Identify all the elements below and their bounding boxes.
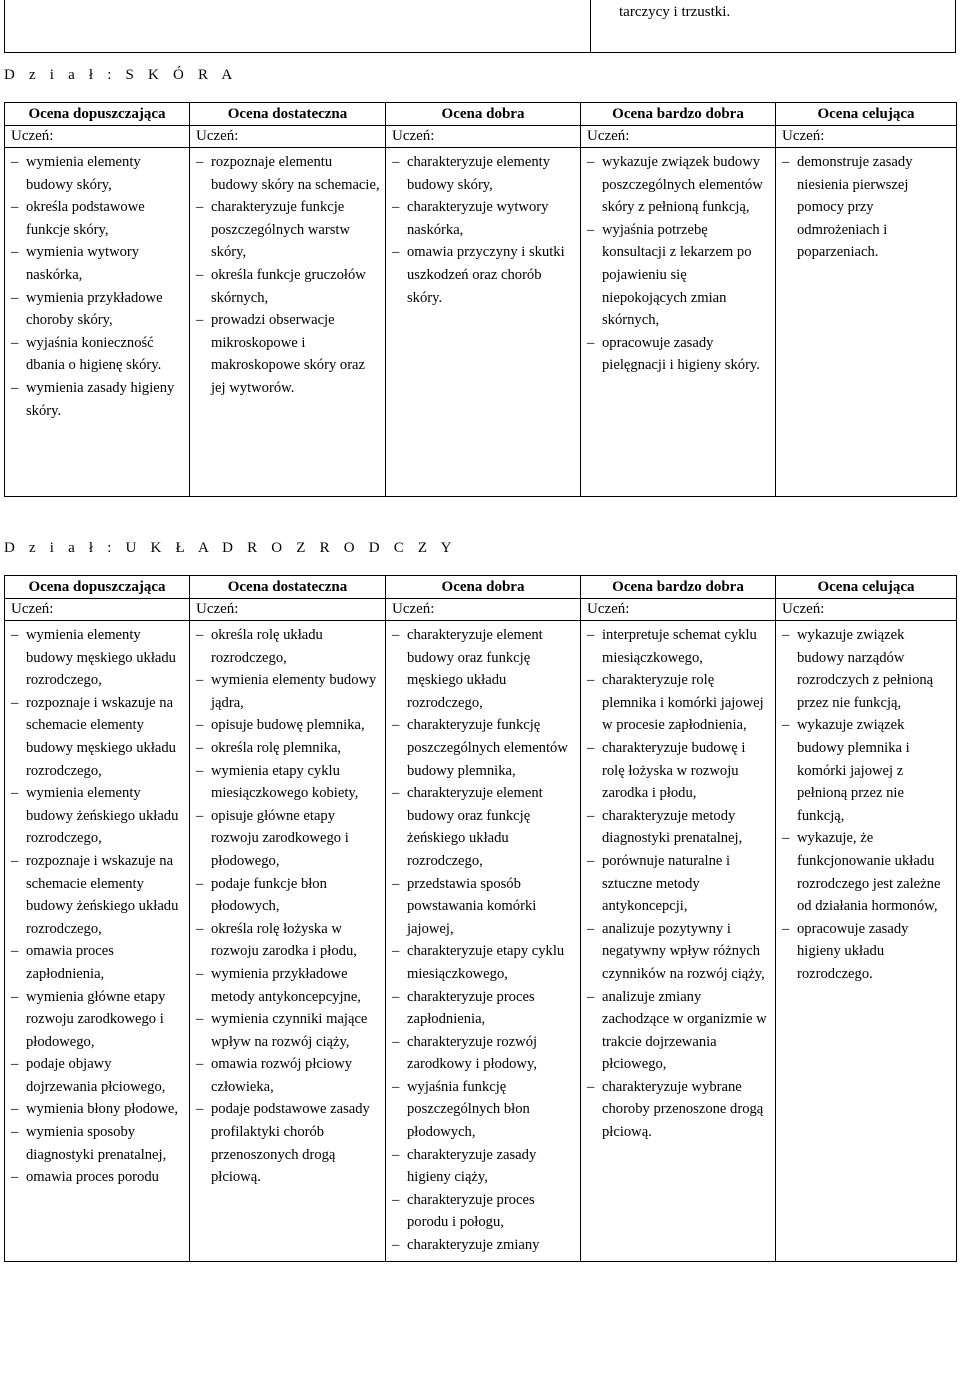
requirement-item: – charakteryzuje etapy cyklu miesiączkowego,: [392, 940, 576, 985]
requirement-item: – określa rolę plemnika,: [196, 737, 381, 760]
requirement-item: – wymienia elementy budowy jądra,: [196, 669, 381, 714]
requirement-item: – omawia proces zapłodnienia,: [11, 940, 185, 985]
header-cell: Ocena celująca: [776, 103, 957, 126]
requirement-item: – rozpoznaje elementu budowy skóry na schemacie,: [196, 151, 381, 196]
requirements-cell: [190, 621, 386, 1262]
requirement-item: – wymienia elementy budowy męskiego układu rozrodczego,: [11, 624, 185, 692]
requirements-list: [782, 151, 952, 264]
header-cell: Ocena dostateczna: [190, 103, 386, 126]
student-label: Uczeń:: [190, 599, 386, 621]
requirement-item: – charakteryzuje wybrane choroby przenoszone drogą płciową.: [587, 1076, 771, 1144]
header-cell: Ocena celująca: [776, 576, 957, 599]
requirements-list: [11, 624, 185, 1189]
requirement-item: – omawia proces porodu: [11, 1166, 185, 1189]
requirement-item: – demonstruje zasady niesienia pierwszej pomocy przy odmrożeniach i poparzeniach.: [782, 151, 952, 264]
requirement-item: – wykazuje związek budowy plemnika i komórki jajowej z pełnioną przez nie funkcją,: [782, 714, 952, 827]
requirement-item: – charakteryzuje elementy budowy skóry,: [392, 151, 576, 196]
requirement-item: – wykazuje, że funkcjonowanie układu rozrodczego jest zależne od działania hormonów,: [782, 827, 952, 917]
student-label: Uczeń:: [386, 126, 581, 148]
requirement-item: – rozpoznaje i wskazuje na schemacie elementy budowy męskiego układu rozrodczego,: [11, 692, 185, 782]
requirement-item: – charakteryzuje proces zapłodnienia,: [392, 986, 576, 1031]
requirement-item: – charakteryzuje metody diagnostyki prenatalnej,: [587, 805, 771, 850]
requirements-list: [782, 624, 952, 986]
header-cell: Ocena dobra: [386, 103, 581, 126]
section-title-reproductive: D z i a ł : U K Ł A D R O Z R O D C Z Y: [4, 540, 457, 556]
requirements-row: [5, 621, 957, 1262]
header-cell: Ocena dopuszczająca: [5, 576, 190, 599]
requirement-item: – podaje objawy dojrzewania płciowego,: [11, 1053, 185, 1098]
requirement-item: – wymienia przykładowe metody antykoncepcyjne,: [196, 963, 381, 1008]
requirements-cell: [190, 148, 386, 497]
header-cell: Ocena dopuszczająca: [5, 103, 190, 126]
student-label-row: [5, 126, 957, 148]
header-cell: Ocena dobra: [386, 576, 581, 599]
requirement-item: – określa rolę układu rozrodczego,: [196, 624, 381, 669]
requirement-item: – analizuje zmiany zachodzące w organizmie w trakcie dojrzewania płciowego,: [587, 986, 771, 1076]
grading-table-reproductive: [4, 575, 957, 1262]
requirement-item: – określa funkcje gruczołów skórnych,: [196, 264, 381, 309]
student-label: Uczeń:: [776, 126, 957, 148]
student-label: Uczeń:: [776, 599, 957, 621]
requirement-item: – analizuje pozytywny i negatywny wpływ różnych czynników na rozwój ciąży,: [587, 918, 771, 986]
requirement-item: – określa podstawowe funkcje skóry,: [11, 196, 185, 241]
requirements-cell: [581, 148, 776, 497]
requirement-item: – wyjaśnia funkcję poszczególnych błon płodowych,: [392, 1076, 576, 1144]
requirement-item: – wymienia błony płodowe,: [11, 1098, 185, 1121]
section-title-skin: D z i a ł : S K Ó R A: [4, 67, 238, 83]
requirement-item: – charakteryzuje zmiany: [392, 1234, 576, 1257]
requirement-item: – przedstawia sposób powstawania komórki jajowej,: [392, 873, 576, 941]
student-label: Uczeń:: [5, 126, 190, 148]
header-row: [5, 576, 957, 599]
requirement-item: – wymienia główne etapy rozwoju zarodkowego i płodowego,: [11, 986, 185, 1054]
requirements-list: [587, 624, 771, 1144]
requirement-item: – wymienia wytwory naskórka,: [11, 241, 185, 286]
grading-table-skin: [4, 102, 957, 497]
requirements-list: [392, 624, 576, 1257]
requirement-item: – wykazuje związek budowy narządów rozrodczych z pełnioną przez nie funkcją,: [782, 624, 952, 714]
requirement-item: – charakteryzuje rozwój zarodkowy i płodowy,: [392, 1031, 576, 1076]
requirement-item: – charakteryzuje zasady higieny ciąży,: [392, 1144, 576, 1189]
header-row: [5, 103, 957, 126]
requirement-item: – omawia przyczyny i skutki uszkodzeń oraz chorób skóry.: [392, 241, 576, 309]
student-label: Uczeń:: [5, 599, 190, 621]
requirement-item: – wymienia elementy budowy skóry,: [11, 151, 185, 196]
requirement-item: – charakteryzuje proces porodu i połogu,: [392, 1189, 576, 1234]
requirement-item: – porównuje naturalne i sztuczne metody antykoncepcji,: [587, 850, 771, 918]
requirements-cell: [776, 621, 957, 1262]
requirement-item: – opisuje główne etapy rozwoju zarodkowego i płodowego,: [196, 805, 381, 873]
student-label: Uczeń:: [581, 126, 776, 148]
requirement-item: – prowadzi obserwacje mikroskopowe i makroskopowe skóry oraz jej wytworów.: [196, 309, 381, 399]
header-cell: Ocena bardzo dobra: [581, 576, 776, 599]
requirement-item: – opisuje budowę plemnika,: [196, 714, 381, 737]
requirement-item: – wyjaśnia potrzebę konsultacji z lekarzem po pojawieniu się niepokojących zmian skórnych,: [587, 219, 771, 332]
requirement-item: – charakteryzuje wytwory naskórka,: [392, 196, 576, 241]
requirements-cell: [581, 621, 776, 1262]
requirement-item: – wymienia elementy budowy żeńskiego układu rozrodczego,: [11, 782, 185, 850]
header-cell: Ocena dostateczna: [190, 576, 386, 599]
requirement-item: – opracowuje zasady higieny układu rozrodczego.: [782, 918, 952, 986]
requirement-item: – charakteryzuje funkcje poszczególnych warstw skóry,: [196, 196, 381, 264]
requirements-cell: [5, 148, 190, 497]
previous-table-remnant: [4, 0, 956, 53]
requirement-item: – rozpoznaje i wskazuje na schemacie elementy budowy żeńskiego układu rozrodczego,: [11, 850, 185, 940]
requirement-item: – określa rolę łożyska w rozwoju zarodka i płodu,: [196, 918, 381, 963]
requirements-list: [11, 151, 185, 422]
requirements-cell: [776, 148, 957, 497]
requirement-item: – wymienia przykładowe choroby skóry,: [11, 287, 185, 332]
requirement-item: – opracowuje zasady pielęgnacji i higieny skóry.: [587, 332, 771, 377]
requirement-item: – charakteryzuje rolę plemnika i komórki jajowej w procesie zapłodnienia,: [587, 669, 771, 737]
requirements-list: [392, 151, 576, 309]
student-label: Uczeń:: [190, 126, 386, 148]
requirements-list: [587, 151, 771, 377]
column-divider: [590, 0, 591, 52]
requirements-cell: [386, 148, 581, 497]
requirement-item: – charakteryzuje funkcję poszczególnych elementów budowy plemnika,: [392, 714, 576, 782]
requirement-item: – wymienia czynniki mające wpływ na rozwój ciąży,: [196, 1008, 381, 1053]
student-label: Uczeń:: [386, 599, 581, 621]
requirements-row: [5, 148, 957, 497]
requirements-cell: [5, 621, 190, 1262]
requirement-item: – wymienia etapy cyklu miesiączkowego kobiety,: [196, 760, 381, 805]
requirement-item: – charakteryzuje element budowy oraz funkcję męskiego układu rozrodczego,: [392, 624, 576, 714]
requirement-item: – charakteryzuje budowę i rolę łożyska w rozwoju zarodka i płodu,: [587, 737, 771, 805]
requirement-item: – wyjaśnia konieczność dbania o higienę skóry.: [11, 332, 185, 377]
requirements-list: [196, 151, 381, 400]
requirement-item: – interpretuje schemat cyklu miesiączkowego,: [587, 624, 771, 669]
header-cell: Ocena bardzo dobra: [581, 103, 776, 126]
student-label-row: [5, 599, 957, 621]
requirement-item: – charakteryzuje element budowy oraz funkcję żeńskiego układu rozrodczego,: [392, 782, 576, 872]
requirement-item: – wykazuje związek budowy poszczególnych elementów skóry z pełnioną funkcją,: [587, 151, 771, 219]
student-label: Uczeń:: [581, 599, 776, 621]
requirement-item: – omawia rozwój płciowy człowieka,: [196, 1053, 381, 1098]
requirement-item: – wymienia sposoby diagnostyki prenatalnej,: [11, 1121, 185, 1166]
requirements-list: [196, 624, 381, 1189]
previous-table-text: tarczycy i trzustki.: [619, 4, 731, 20]
requirement-item: – podaje podstawowe zasady profilaktyki chorób przenoszonych drogą płciową.: [196, 1098, 381, 1188]
requirements-cell: [386, 621, 581, 1262]
requirement-item: – podaje funkcje błon płodowych,: [196, 873, 381, 918]
requirement-item: – wymienia zasady higieny skóry.: [11, 377, 185, 422]
